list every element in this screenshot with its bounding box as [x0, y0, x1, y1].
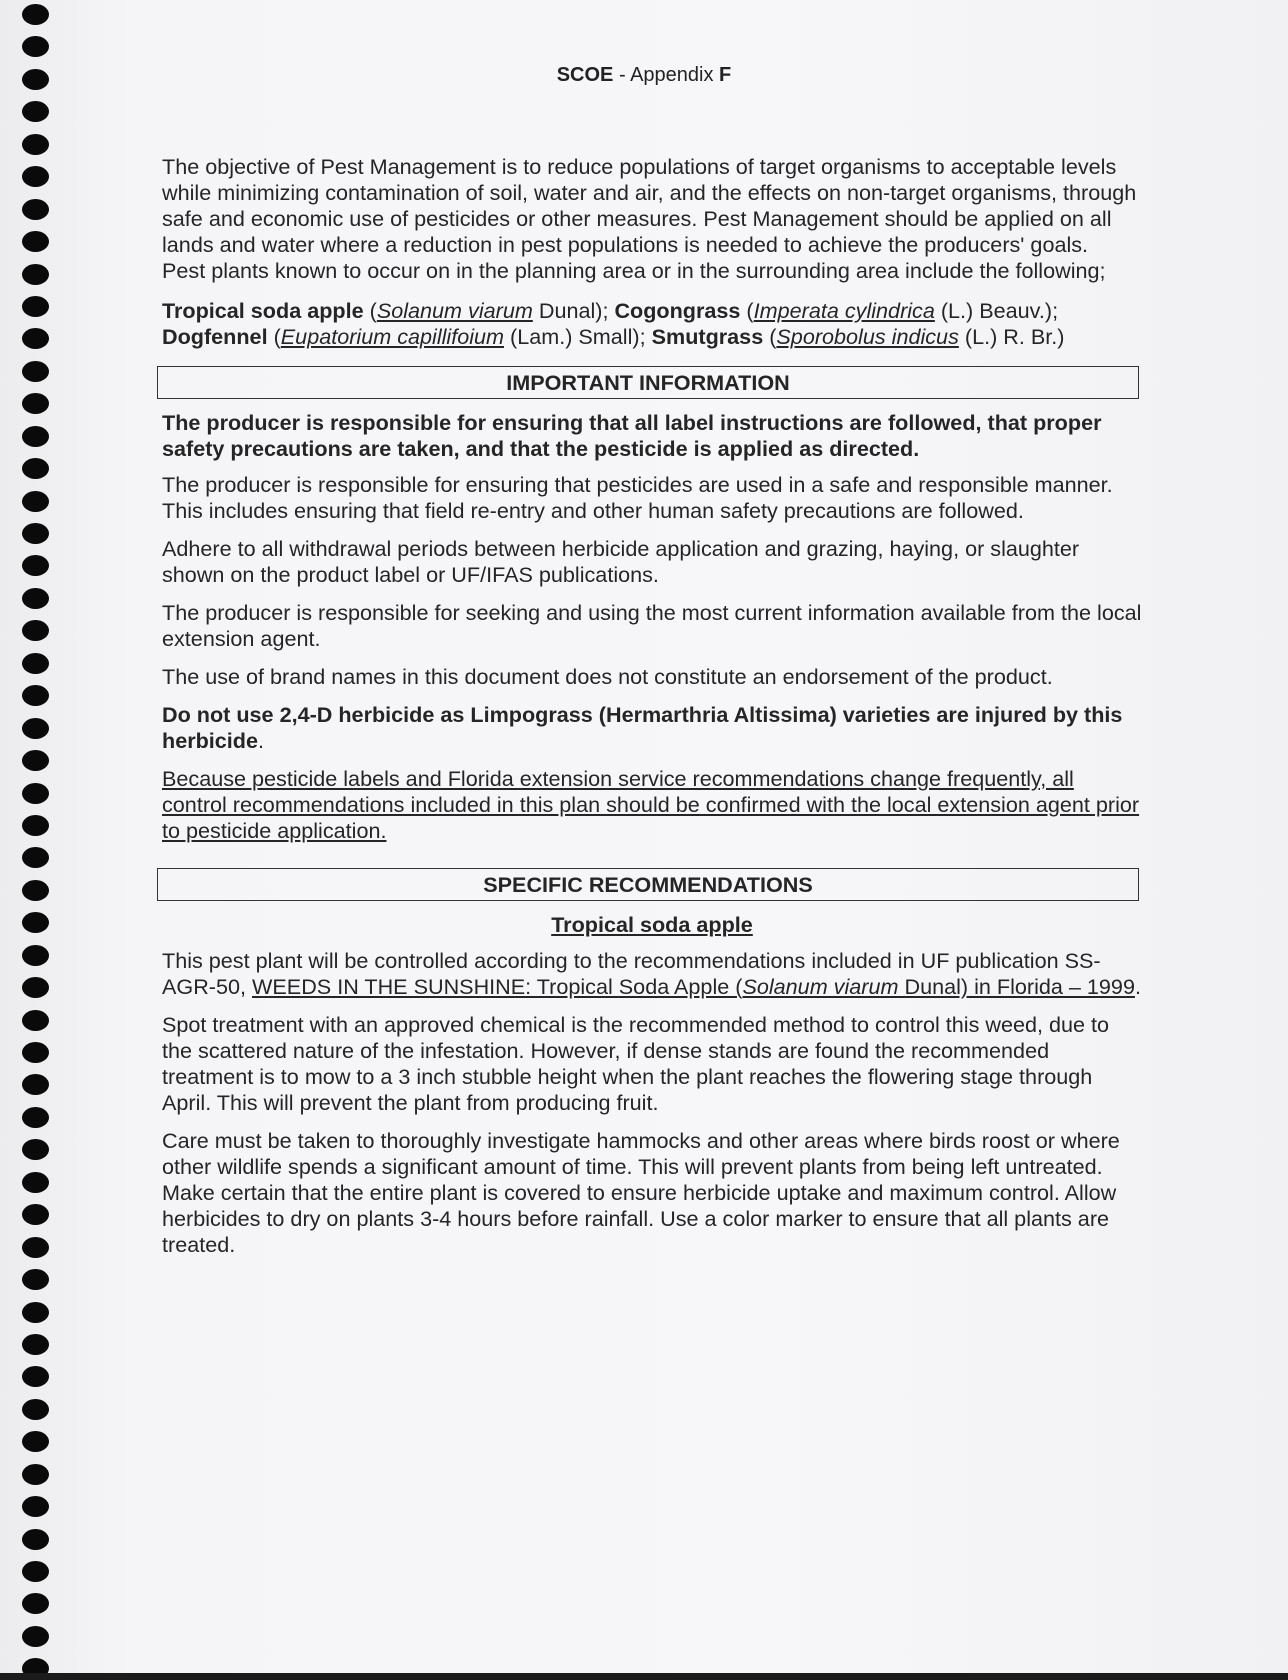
important-info-heading: IMPORTANT INFORMATION — [157, 366, 1139, 399]
pest-scientific-name: Imperata cylindrica — [753, 298, 935, 323]
pest-list: Tropical soda apple (Solanum viarum Dunal); Cogongrass (Imperata cylindrica (L.) Beauv.); Dogfennel (Eupatorium capillifoium (Lam.) Small); Smutgrass (Sporobolus indicus (L.) R. Br.) — [162, 298, 1065, 349]
header-sep: - — [613, 64, 631, 86]
publication-title-sci: Solanum viarum — [742, 974, 899, 999]
binding-hole — [22, 296, 49, 317]
binding-hole — [22, 264, 49, 285]
binding-hole — [22, 880, 49, 901]
extension-paragraph: The producer is responsible for seeking and using the most current information available from the local extension agent. — [162, 600, 1142, 651]
binding-hole — [22, 912, 49, 933]
pest-author: Dunal); — [532, 298, 615, 323]
binding-hole — [22, 555, 49, 576]
page-header — [0, 64, 1288, 87]
binding-hole — [22, 1074, 49, 1095]
pest-author: (L.) R. Br.) — [958, 324, 1065, 349]
binding-hole — [22, 1010, 49, 1031]
page-bottom-edge — [0, 1673, 1288, 1680]
binding-hole — [22, 685, 49, 706]
binding-hole — [22, 1107, 49, 1128]
binding-hole — [22, 1042, 49, 1063]
binding-hole — [22, 231, 49, 252]
binding-hole — [22, 101, 49, 122]
binding-hole — [22, 620, 49, 641]
header-appendix-word: Appendix — [630, 64, 714, 86]
binding-hole — [22, 199, 49, 220]
pest-author: (L.) Beauv.); — [934, 298, 1059, 323]
binding-hole — [22, 1593, 49, 1614]
pest-scientific-name: Solanum viarum — [376, 298, 533, 323]
publication-intro: This pest plant will be controlled according to the recommendations included in UF publication SS-AGR-50, — [162, 948, 1101, 999]
binding-hole — [22, 1399, 49, 1420]
binding-hole — [22, 1302, 49, 1323]
binding-hole — [22, 847, 49, 868]
binding-hole — [22, 36, 49, 57]
binding-hole — [22, 588, 49, 609]
binding-hole — [22, 1172, 49, 1193]
binding-hole — [22, 1529, 49, 1550]
spiral-binding — [20, 4, 50, 1680]
binding-hole — [22, 1626, 49, 1647]
binding-hole — [22, 361, 49, 382]
binding-hole — [22, 166, 49, 187]
binding-hole — [22, 328, 49, 349]
binding-hole — [22, 134, 49, 155]
herbicide-warning-end: . — [258, 728, 265, 753]
binding-hole — [22, 1496, 49, 1517]
publication-title-b: Dunal) in Florida – 1999 — [898, 974, 1135, 999]
binding-hole — [22, 783, 49, 804]
confirm-recommendations-note: Because pesticide labels and Florida extension service recommendations change frequently, all control recommendations included in this plan should be confirmed with the local extension agent prior to pesticide application. — [162, 766, 1140, 843]
pest-common-name: Cogongrass — [614, 298, 741, 323]
binding-hole — [22, 1237, 49, 1258]
binding-hole — [22, 1204, 49, 1225]
binding-hole — [22, 718, 49, 739]
pest-common-name: Tropical soda apple — [162, 298, 364, 323]
binding-hole — [22, 945, 49, 966]
binding-hole — [22, 750, 49, 771]
pest-common-name: Dogfennel — [162, 324, 268, 349]
specific-recommendations-heading: SPECIFIC RECOMMENDATIONS — [157, 868, 1139, 901]
document-body — [162, 154, 1142, 1270]
pest-author: (Lam.) Small); — [504, 324, 652, 349]
binding-hole — [22, 1464, 49, 1485]
binding-hole — [22, 1431, 49, 1452]
binding-hole — [22, 653, 49, 674]
header-doc: SCOE — [556, 64, 614, 86]
binding-hole — [22, 815, 49, 836]
pest-common-name: Smutgrass — [651, 324, 764, 349]
binding-hole — [22, 523, 49, 544]
binding-hole — [22, 1366, 49, 1387]
publication-title-a: WEEDS IN THE SUNSHINE: Tropical Soda Apple ( — [252, 974, 743, 999]
withdrawal-paragraph: Adhere to all withdrawal periods between herbicide application and grazing, haying, or slaughter shown on the product label or UF/IFAS publications. — [162, 536, 1080, 587]
binding-hole — [22, 393, 49, 414]
binding-hole — [22, 1334, 49, 1355]
publication-end: . — [1134, 974, 1141, 999]
binding-hole — [22, 4, 49, 25]
care-paragraph: Care must be taken to thoroughly investigate hammocks and other areas where birds roost or where other wildlife spends a significant amount of time. This will prevent plants from being left untreated. Make certain that the entire plant is covered to ensure herbicide uptake and maximum control. Allow herbicides to dry on plants 3-4 hours before rainfall. Use a color marker to ensure that all plants are treated. — [162, 1128, 1120, 1257]
binding-hole — [22, 1269, 49, 1290]
header-appendix-letter: F — [719, 64, 732, 86]
responsibility-statement: The producer is responsible for ensuring that all label instructions are followed, that proper safety precautions are taken, and that the pesticide is applied as directed. — [162, 410, 1102, 461]
pest-scientific-name: Sporobolus indicus — [776, 324, 959, 349]
safe-use-paragraph: The producer is responsible for ensuring that pesticides are used in a safe and responsible manner. This includes ensuring that field re-entry and other human safety precautions are followed. — [162, 472, 1113, 523]
binding-hole — [22, 1139, 49, 1160]
binding-hole — [22, 491, 49, 512]
binding-hole — [22, 458, 49, 479]
binding-hole — [22, 1561, 49, 1582]
spot-treatment-paragraph: Spot treatment with an approved chemical is the recommended method to control this weed, due to the scattered nature of the infestation. However, if dense stands are found the recommended treatment is to mow to a 3 inch stubble height when the plant reaches the flowering stage through April. This will prevent the plant from producing fruit. — [162, 1012, 1110, 1115]
herbicide-warning-text: Do not use 2,4-D herbicide as Limpograss (Hermarthria Altissima) varieties are injured by this herbicide — [162, 702, 1123, 753]
herbicide-warning — [162, 702, 1142, 754]
intro-paragraph: The objective of Pest Management is to reduce populations of target organisms to acceptable levels while minimizing contamination of soil, water and air, and the effects on non-target organisms, through safe and economic use of pesticides or other measures. Pest Management should be applied on all lands and water where a reduction in pest populations is needed to achieve the producers' goals. — [162, 154, 1137, 257]
binding-hole — [22, 426, 49, 447]
brand-disclaimer: The use of brand names in this document does not constitute an endorsement of the product. — [162, 664, 1053, 689]
binding-hole — [22, 977, 49, 998]
tropical-soda-apple-subheading: Tropical soda apple — [551, 912, 753, 937]
pest-list-intro: Pest plants known to occur on in the planning area or in the surrounding area include the following; — [162, 258, 1106, 283]
publication-paragraph — [162, 948, 1142, 1000]
pest-scientific-name: Eupatorium capillifoium — [280, 324, 505, 349]
publication-title — [252, 974, 1135, 999]
